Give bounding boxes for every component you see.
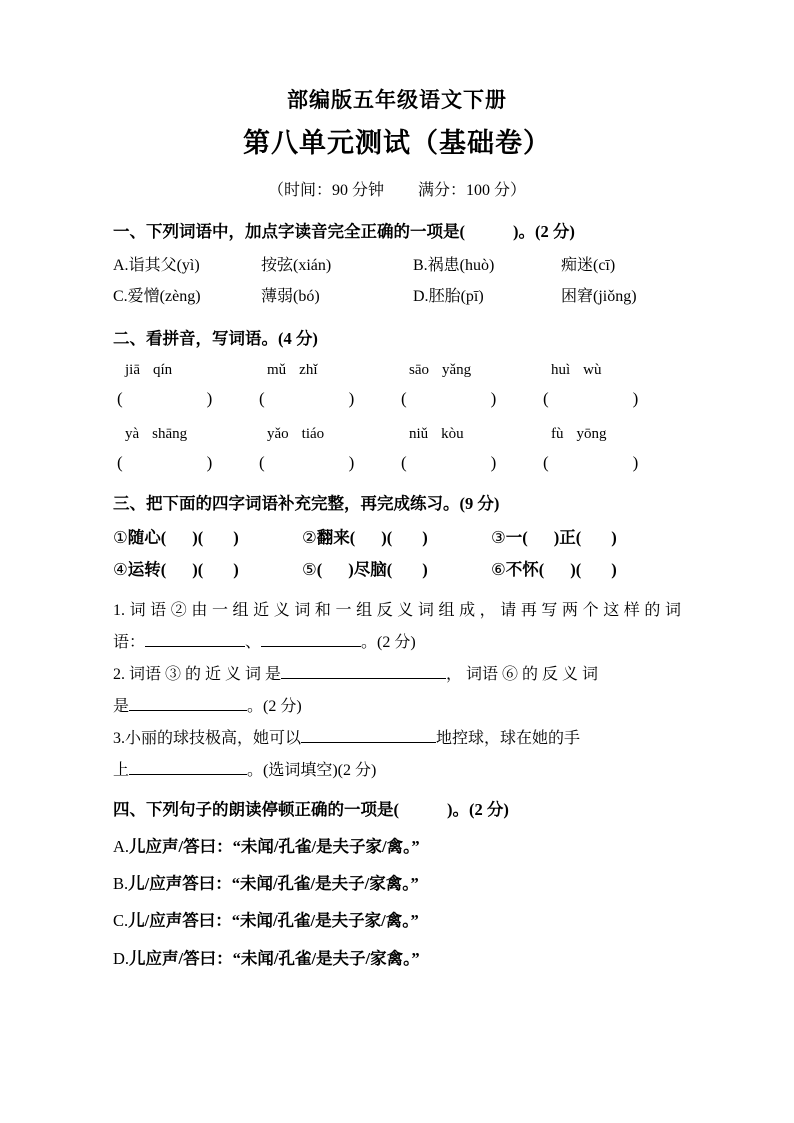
question-3-sub-2-line-1 (113, 659, 681, 690)
option-d-word-2: 困窘(jiǒng) (561, 288, 637, 306)
idiom-4-mid: )( (192, 560, 204, 580)
paren-close-7: ) (490, 453, 497, 473)
idiom-5[interactable] (302, 554, 491, 586)
sub-3-text-c: 上 (113, 762, 130, 780)
question-4-option-d-text: 儿应声/答曰：“未闻/孔雀/是夫子/家禽。” (129, 948, 420, 968)
idiom-2-text: 翻来( (316, 528, 356, 548)
option-c-label: C. (113, 288, 128, 306)
question-4-option-a[interactable] (113, 828, 681, 865)
pinyin-4-syllable-2: wù (583, 362, 602, 379)
sub-1-label: 语： (113, 633, 146, 651)
answer-paren-row-1 (113, 383, 681, 414)
idiom-6-number: ⑥ (491, 560, 506, 580)
pinyin-6-syllable-2: tiáo (301, 425, 325, 442)
pinyin-5-syllable-2: shāng (152, 425, 188, 442)
idiom-5-mid: )尽脑( (348, 560, 393, 580)
option-a-label: A. (113, 257, 129, 275)
question-3-sub-3-line-1 (113, 723, 681, 754)
option-c-word-2-wrap (261, 281, 413, 312)
question-4-option-c-label: C. (113, 911, 129, 931)
sub-2-text-b: ， 词语 ⑥ 的 反 义 词 (446, 665, 599, 683)
idiom-3-text: 一( (505, 528, 528, 548)
idiom-6-text: 不怀( (505, 560, 545, 580)
idiom-2-end: ) (422, 528, 428, 548)
idiom-1-text: 随心( (127, 528, 167, 548)
pinyin-cell-5 (113, 421, 255, 447)
sub-2-answer-blank-2[interactable] (129, 695, 247, 711)
question-2-pinyin-block (113, 357, 681, 478)
idiom-2[interactable] (302, 522, 491, 554)
question-4-option-a-label: A. (113, 837, 130, 857)
question-4-option-d[interactable] (113, 940, 681, 977)
question-4-option-c[interactable] (113, 902, 681, 939)
question-3-sub-2-line-2 (113, 691, 681, 722)
question-3-sub-1-line-2 (113, 627, 681, 658)
answer-box-2[interactable] (255, 383, 397, 414)
sub-2-text-a: 2. 词语 ③ 的 近 义 词 是 (113, 665, 282, 683)
idiom-3-number: ③ (491, 528, 506, 548)
sub-1-answer-blank-2[interactable] (261, 631, 361, 647)
paren-open-3: ( (401, 389, 407, 409)
idiom-6-end: ) (611, 560, 617, 580)
pinyin-7-syllable-1: niǔ (409, 425, 429, 442)
idiom-5-end: ) (422, 560, 428, 580)
option-d[interactable] (413, 281, 561, 312)
pinyin-1-syllable-2: qín (153, 362, 173, 379)
pinyin-7-syllable-2: kòu (441, 425, 464, 442)
question-2-heading: 二、看拼音，写词语。(4 分) (113, 328, 318, 348)
option-d-label: D. (413, 288, 429, 306)
pinyin-1-syllable-1: jiā (125, 362, 140, 379)
exam-time: （时间：90 分钟 (267, 181, 384, 199)
option-b-word-1: 祸患(huò) (427, 257, 495, 275)
sub-3-points: 。(选词填空)(2 分) (247, 762, 377, 780)
sub-1-separator: 、 (245, 633, 262, 651)
question-4-heading-points: )。(2 分) (447, 799, 509, 819)
pinyin-cell-1 (113, 357, 255, 383)
idiom-row-2 (113, 554, 681, 586)
question-1-heading-points: )。(2 分) (513, 221, 575, 241)
option-d-word-1: 胚胎(pī) (428, 288, 484, 306)
option-c-word-2: 薄弱(bó) (261, 288, 320, 306)
idiom-1[interactable] (113, 522, 302, 554)
question-1-option-row-ab (113, 250, 681, 281)
idiom-1-end: ) (233, 528, 239, 548)
sub-3-answer-blank-1[interactable] (301, 727, 436, 743)
sub-3-text-b: 地控球，球在她的手 (436, 730, 581, 748)
paren-close-6: ) (348, 453, 355, 473)
paren-open-7: ( (401, 453, 407, 473)
idiom-6-mid: )( (570, 560, 582, 580)
question-1-heading-text: 一、下列词语中，加点字读音完全正确的一项是( (113, 221, 465, 241)
option-a-word-2: 按弦(xián) (261, 257, 332, 275)
paren-open-6: ( (259, 453, 265, 473)
pinyin-3-syllable-2: yǎng (442, 362, 472, 379)
question-4-heading-text: 四、下列句子的朗读停顿正确的一项是( (113, 799, 399, 819)
option-b[interactable] (413, 250, 561, 281)
question-4-option-a-text: 儿应声/答曰：“未闻/孔雀/是夫子家/禽。” (129, 837, 420, 857)
option-b-word-2: 痴迷(cī) (561, 257, 616, 275)
pinyin-row-1 (113, 357, 681, 383)
answer-box-3[interactable] (397, 383, 539, 414)
option-a-word-1: 诣其父(yì) (128, 257, 200, 275)
sub-2-answer-blank-1[interactable] (281, 663, 446, 679)
answer-box-5[interactable] (113, 447, 255, 478)
paren-open-1: ( (117, 389, 123, 409)
pinyin-5-syllable-1: yà (125, 425, 140, 442)
option-d-word-2-wrap (561, 281, 637, 312)
pinyin-cell-6 (255, 421, 397, 447)
sub-2-points: 。(2 分) (247, 698, 302, 716)
pinyin-row-2 (113, 421, 681, 447)
question-1-option-row-cd (113, 281, 681, 312)
question-4-option-b-text: 儿/应声答曰：“未闻/孔雀/是夫子/家禽。” (128, 874, 419, 894)
paren-close-2: ) (348, 389, 355, 409)
exam-info (113, 181, 681, 202)
answer-box-6[interactable] (255, 447, 397, 478)
question-4-option-d-label: D. (113, 948, 130, 968)
question-3-heading: 三、把下面的四字词语补充完整，再完成练习。(9 分) (113, 493, 500, 513)
pinyin-cell-7 (397, 421, 539, 447)
pinyin-cell-3 (397, 357, 539, 383)
paren-open-5: ( (117, 453, 123, 473)
idiom-4-text: 运转( (127, 560, 167, 580)
question-4-option-b[interactable] (113, 865, 681, 902)
question-4-option-c-text: 儿/应声答曰：“未闻/孔雀/是夫子家/禽。” (128, 911, 419, 931)
pinyin-2-syllable-2: zhǐ (299, 362, 318, 379)
answer-box-7[interactable] (397, 447, 539, 478)
paren-close-1: ) (206, 389, 213, 409)
idiom-row-1 (113, 522, 681, 554)
idiom-2-number: ② (302, 528, 317, 548)
option-a[interactable] (113, 250, 261, 281)
question-3-sub-3-line-2 (113, 755, 681, 786)
idiom-1-mid: )( (192, 528, 204, 548)
question-4-option-b-label: B. (113, 874, 129, 894)
option-c[interactable] (113, 281, 261, 312)
paren-close-5: ) (206, 453, 213, 473)
pinyin-8-syllable-1: fù (551, 425, 564, 442)
paren-open-2: ( (259, 389, 265, 409)
answer-box-8[interactable] (539, 447, 681, 478)
paren-close-4: ) (632, 389, 639, 409)
pinyin-cell-8 (539, 421, 681, 447)
question-1-heading (113, 219, 681, 245)
idiom-3-end: ) (611, 528, 617, 548)
sub-2-text-c: 是 (113, 698, 130, 716)
page-content (113, 88, 681, 977)
pinyin-3-syllable-1: sāo (409, 362, 429, 379)
document-subtitle-textbook: 部编版五年级语文下册 (287, 88, 507, 112)
question-3-sub-1-line-1: 1.词语②由一组近义词和一组反义词组成，请再写两个这样的词 (113, 601, 681, 619)
pinyin-6-syllable-1: yǎo (267, 425, 289, 442)
idiom-4[interactable] (113, 554, 302, 586)
paren-close-3: ) (490, 389, 497, 409)
page-title: 第八单元测试（基础卷） (243, 128, 551, 159)
answer-box-1[interactable] (113, 383, 255, 414)
paren-close-8: ) (632, 453, 639, 473)
idiom-4-number: ④ (113, 560, 128, 580)
idiom-3-mid: )正( (553, 528, 582, 548)
pinyin-8-syllable-2: yōng (576, 425, 607, 442)
pinyin-2-syllable-1: mǔ (267, 362, 287, 379)
question-4-heading (113, 797, 681, 823)
paren-open-8: ( (543, 453, 549, 473)
idiom-5-text: ( (316, 560, 323, 580)
idiom-5-number: ⑤ (302, 560, 317, 580)
exam-score: 满分：100 分） (418, 181, 527, 199)
idiom-3[interactable] (491, 522, 680, 554)
pinyin-4-syllable-1: huì (551, 362, 571, 379)
idiom-6[interactable] (491, 554, 680, 586)
sub-1-answer-blank-1[interactable] (145, 631, 245, 647)
option-b-word-2-wrap (561, 250, 615, 281)
pinyin-cell-4 (539, 357, 681, 383)
answer-paren-row-2 (113, 447, 681, 478)
idiom-1-number: ① (113, 528, 128, 548)
paren-open-4: ( (543, 389, 549, 409)
option-a-word-2-wrap (261, 250, 413, 281)
idiom-4-end: ) (233, 560, 239, 580)
option-c-word-1: 爱憎(zèng) (127, 288, 201, 306)
option-b-label: B. (413, 257, 428, 275)
sub-3-text-a: 3.小丽的球技极高，她可以 (113, 730, 302, 748)
idiom-2-mid: )( (381, 528, 393, 548)
pinyin-cell-2 (255, 357, 397, 383)
answer-box-4[interactable] (539, 383, 681, 414)
sub-1-points: 。(2 分) (361, 633, 416, 651)
sub-3-answer-blank-2[interactable] (129, 759, 247, 775)
